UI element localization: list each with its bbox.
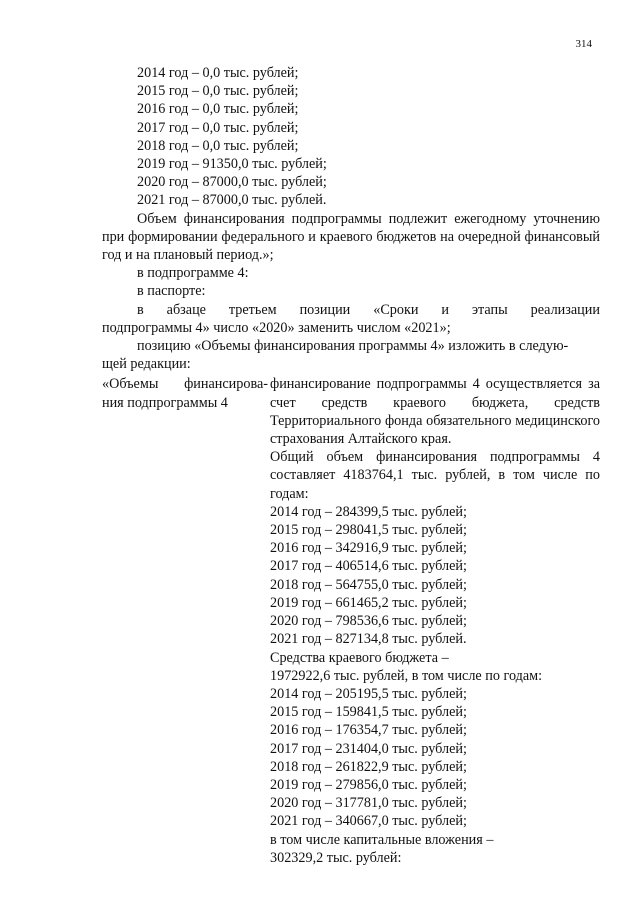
volume-paragraph: Объем финансирования подпрограммы подлежит ежегодному уточнению при формировании федерального и краевого бюджетов на очередной финансовый год и на плановый период.»; xyxy=(102,210,600,264)
regional-budget-total: 1972922,6 тыс. рублей, в том числе по годам: xyxy=(270,667,543,684)
regional-budget-line: Средства краевого бюджета – xyxy=(270,649,449,666)
abzac-word: реализации xyxy=(530,301,600,318)
capital-investment-total: 302329,2 тыс. рублей: xyxy=(270,849,402,866)
total-year-line: 2014 год – 284399,5 тыс. рублей; xyxy=(270,503,467,520)
funding-year-line: 2016 год – 0,0 тыс. рублей; xyxy=(137,101,299,118)
capital-investment-line: в том числе капитальные вложения – xyxy=(270,831,494,848)
regional-year-line: 2015 год – 159841,5 тыс. рублей; xyxy=(270,704,467,721)
abzac-word: в xyxy=(137,301,144,318)
abzac-word: позиции xyxy=(299,301,351,318)
abzac-word: «Сроки xyxy=(373,301,419,318)
position-line: позицию «Объемы финансирования программы 4» изложить в следую- xyxy=(137,338,569,355)
funding-year-line: 2018 год – 0,0 тыс. рублей; xyxy=(137,137,299,154)
funding-year-line: 2021 год – 87000,0 тыс. рублей. xyxy=(137,192,327,209)
document-body xyxy=(102,64,600,867)
regional-year-line: 2020 год – 317781,0 тыс. рублей; xyxy=(270,795,467,812)
financing-intro: финансирование подпрограммы 4 осуществляется за счет средств краевого бюджета, средств Территориального фонда обязательного медицинского страхования Алтайского края. xyxy=(270,376,600,448)
total-year-line: 2018 год – 564755,0 тыс. рублей; xyxy=(270,576,467,593)
table-label-cell xyxy=(102,375,270,866)
funding-year-line: 2015 год – 0,0 тыс. рублей; xyxy=(137,83,299,100)
position-line-cont: щей редакции: xyxy=(102,356,191,373)
total-year-line: 2016 год – 342916,9 тыс. рублей; xyxy=(270,540,467,557)
total-year-line: 2017 год – 406514,6 тыс. рублей; xyxy=(270,558,467,575)
total-year-line: 2021 год – 827134,8 тыс. рублей. xyxy=(270,631,467,648)
total-intro: Общий объем финансирования подпрограммы 4 составляет 4183764,1 тыс. рублей, в том числе по годам: xyxy=(270,449,600,502)
regional-year-line: 2019 год – 279856,0 тыс. рублей; xyxy=(270,776,467,793)
abzac-word: этапы xyxy=(471,301,508,318)
table-label-line: ния подпрограммы 4 xyxy=(102,394,228,411)
abzac-word: абзаце xyxy=(166,301,206,318)
funding-year-line: 2017 год – 0,0 тыс. рублей; xyxy=(137,119,299,136)
funding-year-line: 2020 год – 87000,0 тыс. рублей; xyxy=(137,174,327,191)
total-year-line: 2020 год – 798536,6 тыс. рублей; xyxy=(270,613,467,630)
regional-year-line: 2017 год – 231404,0 тыс. рублей; xyxy=(270,740,467,757)
funding-year-line: 2019 год – 91350,0 тыс. рублей; xyxy=(137,156,327,173)
abzac-continuation: подпрограммы 4» число «2020» заменить числом «2021»; xyxy=(102,319,451,336)
abzac-word: третьем xyxy=(228,301,277,318)
subprogram-heading: в подпрограмме 4: xyxy=(137,265,249,282)
total-year-line: 2015 год – 298041,5 тыс. рублей; xyxy=(270,522,467,539)
table-label-line: «Объемы финансирова- xyxy=(102,376,268,393)
regional-year-line: 2021 год – 340667,0 тыс. рублей; xyxy=(270,813,467,830)
regional-year-line: 2016 год – 176354,7 тыс. рублей; xyxy=(270,722,467,739)
passport-heading: в паспорте: xyxy=(137,283,206,300)
funding-years-list xyxy=(102,64,600,210)
total-year-line: 2019 год – 661465,2 тыс. рублей; xyxy=(270,594,467,611)
funding-table xyxy=(102,375,600,866)
abzac-line xyxy=(102,301,600,319)
page-number: 314 xyxy=(575,38,592,50)
regional-year-line: 2014 год – 205195,5 тыс. рублей; xyxy=(270,685,467,702)
funding-year-line: 2014 год – 0,0 тыс. рублей; xyxy=(137,65,299,81)
regional-year-line: 2018 год – 261822,9 тыс. рублей; xyxy=(270,758,467,775)
abzac-word: и xyxy=(441,301,449,318)
table-value-cell xyxy=(270,375,600,866)
